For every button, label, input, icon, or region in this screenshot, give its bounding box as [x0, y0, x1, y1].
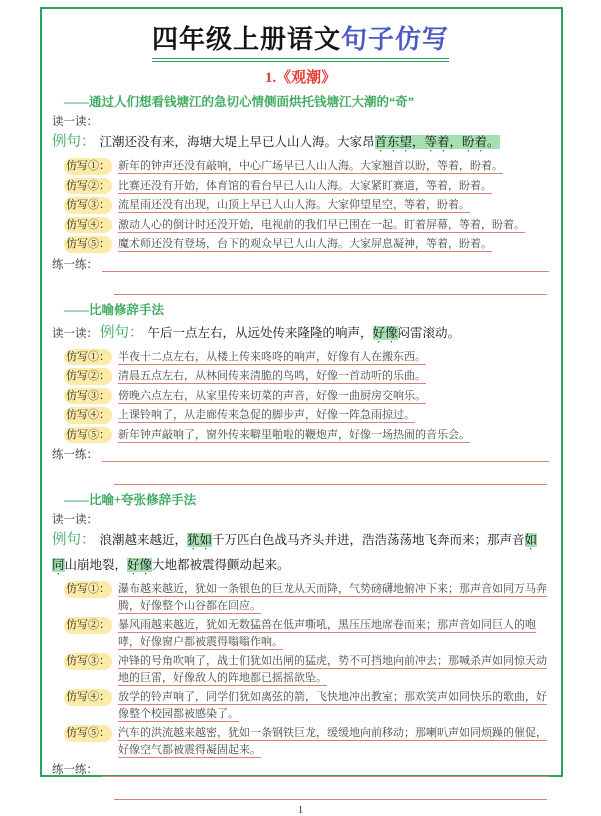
technique-heading: ——比喻修辞手法 [64, 302, 165, 317]
imitation-row [52, 217, 549, 234]
example-text: 浪潮越来越近，犹如千万匹白色战马齐头并进，浩浩荡荡地飞奔而来；那声音如同山崩地裂，好像大地都被震得颤动起来。 [52, 533, 538, 572]
highlighted-phrase: 好像 [372, 325, 398, 340]
imitation-text: 瀑布越来越近，犹如一条银色的巨龙从天而降，气势磅礴地俯冲下来；那声音如同万马奔腾，好像整个山谷都在回应。 [118, 583, 547, 612]
example-sentence [52, 528, 549, 578]
example-sentence [52, 130, 549, 155]
imitation-row [52, 368, 549, 385]
title-main: 四年级上册语文 [151, 25, 341, 54]
worksheet-page [40, 7, 563, 816]
title-underline [152, 19, 449, 62]
section-simile [52, 300, 549, 486]
highlighted-phrase: 如同 [52, 533, 538, 572]
imitation-label: 仿写④： [64, 217, 112, 234]
imitation-text: 新年钟声敲响了，窗外传来噼里啪啦的鞭炮声，好像一场热闹的音乐会。 [118, 428, 470, 441]
imitation-label: 仿写②： [64, 368, 112, 385]
imitation-text: 半夜十二点左右，从楼上传来咚咚的响声，好像有人在搬东西。 [118, 350, 426, 363]
practice-blank-line [102, 257, 549, 272]
imitation-row [52, 407, 549, 424]
technique-heading: ——比喻+夸张修辞手法 [64, 493, 197, 507]
read-label: 读一读： [52, 116, 98, 128]
lesson-title: 1.《观潮》 [264, 70, 337, 86]
imitation-label: 仿写⑤： [64, 236, 112, 253]
section-simile-hyperbole [52, 490, 549, 800]
imitation-row [52, 388, 549, 405]
imitation-label: 仿写④： [64, 689, 112, 706]
example-label: 例句： [100, 324, 144, 341]
imitation-text: 新年的钟声还没有敲响，中心广场早已人山人海。大家翘首以盼，等着，盼着。 [118, 160, 503, 172]
highlighted-phrase: 犹如 [187, 533, 213, 547]
worksheet-title [52, 19, 549, 62]
imitation-text: 冲锋的号角吹响了，战士们犹如出闸的猛虎，势不可挡地向前冲去；那喊杀声如同惊天动地的巨雷，好像敌人的阵地都已摇摇欲坠。 [118, 655, 547, 684]
imitation-label: 仿写③： [64, 197, 112, 214]
practice-blank-line [102, 762, 549, 777]
imitation-row [52, 689, 549, 722]
read-label: 读一读： [52, 514, 98, 526]
title-accent: 句子仿写 [341, 25, 450, 54]
practice-area [52, 446, 549, 462]
imitation-text: 暴风雨越来越近，犹如无数猛兽在低声嘶吼，黑压压地席卷而来；那声音如同巨人的咆哮，好像窗户都被震得嗡嗡作响。 [118, 619, 536, 648]
imitation-text: 清晨五点左右，从林间传来清脆的鸟鸣，好像一首动听的乐曲。 [118, 370, 426, 382]
imitation-text: 傍晚六点左右，从家里传来切菜的声音，好像一曲厨房交响乐。 [118, 389, 426, 402]
imitation-row [52, 349, 549, 366]
imitation-label: 仿写④： [64, 407, 112, 424]
imitation-text: 放学的铃声响了，同学们犹如离弦的箭，飞快地冲出教室；那欢笑声如同快乐的歌曲，好像整个校园都被感染了。 [118, 691, 547, 720]
technique-heading: ——通过人们想看钱塘江的急切心情侧面烘托钱塘江大潮的“奇” [64, 95, 415, 109]
imitation-label: 仿写①： [64, 581, 112, 598]
imitation-text: 魔术师还没有登场，台下的观众早已人山人海。大家屏息凝神，等着，盼着。 [118, 238, 492, 250]
imitation-text: 汽车的洪流越来越密，犹如一条钢铁巨龙，缓缓地向前移动；那喇叭声如同烦躁的催促，好像空气都被震得凝固起来。 [118, 727, 547, 756]
imitation-row [52, 178, 549, 195]
imitation-text: 激动人心的倒计时还没开始，电视前的我们早已围在一起。盯着屏幕，等着，盼着。 [118, 218, 525, 231]
imitation-label: 仿写⑤： [64, 427, 112, 444]
imitation-row [52, 725, 549, 758]
imitation-label: 仿写②： [64, 617, 112, 634]
imitation-row [52, 158, 549, 175]
imitation-row [52, 617, 549, 650]
practice-area [52, 761, 549, 777]
imitation-label: 仿写③： [64, 388, 112, 405]
example-text: 午后一点左右，从远处传来隆隆的响声，好像闷雷滚动。 [147, 325, 461, 340]
practice-label: 练一练： [52, 449, 98, 461]
imitation-text: 上课铃响了，从走廊传来急促的脚步声，好像一阵急雨掠过。 [118, 409, 415, 421]
example-label: 例句： [52, 532, 96, 548]
practice-label: 练一练： [52, 258, 98, 271]
read-label: 读一读： [52, 327, 98, 340]
practice-blank-line [114, 462, 547, 485]
imitation-label: 仿写①： [64, 158, 112, 175]
imitation-label: 仿写⑤： [64, 725, 112, 742]
page-number: 1 [297, 804, 304, 816]
imitation-row [52, 427, 549, 444]
imitation-row [52, 236, 549, 253]
imitation-row [52, 653, 549, 686]
imitation-text: 流星雨还没有出现，山顶上早已人山人海。大家仰望星空，等着，盼着。 [118, 199, 470, 211]
imitation-label: 仿写①： [64, 349, 112, 366]
example-label: 例句： [52, 134, 96, 150]
imitation-label: 仿写②： [64, 178, 112, 195]
imitation-label: 仿写③： [64, 653, 112, 670]
practice-blank-line [102, 447, 549, 462]
highlighted-phrase: 首东望，等着，盼着。 [374, 135, 500, 149]
practice-blank-line [114, 777, 547, 800]
example-sentence [52, 321, 549, 346]
section-side-description [52, 92, 549, 295]
imitation-row [52, 197, 549, 214]
imitation-row [52, 581, 549, 614]
imitation-text: 比赛还没有开始，体育馆的看台早已人山人海。大家紧盯赛道，等着，盼着。 [118, 179, 492, 192]
practice-area [52, 256, 549, 272]
highlighted-phrase: 好像 [127, 558, 153, 572]
example-text: 江潮还没有来，海塘大堤上早已人山人海。大家昂首东望，等着，盼着。 [99, 135, 500, 149]
practice-blank-line [114, 272, 547, 295]
practice-label: 练一练： [52, 764, 98, 776]
